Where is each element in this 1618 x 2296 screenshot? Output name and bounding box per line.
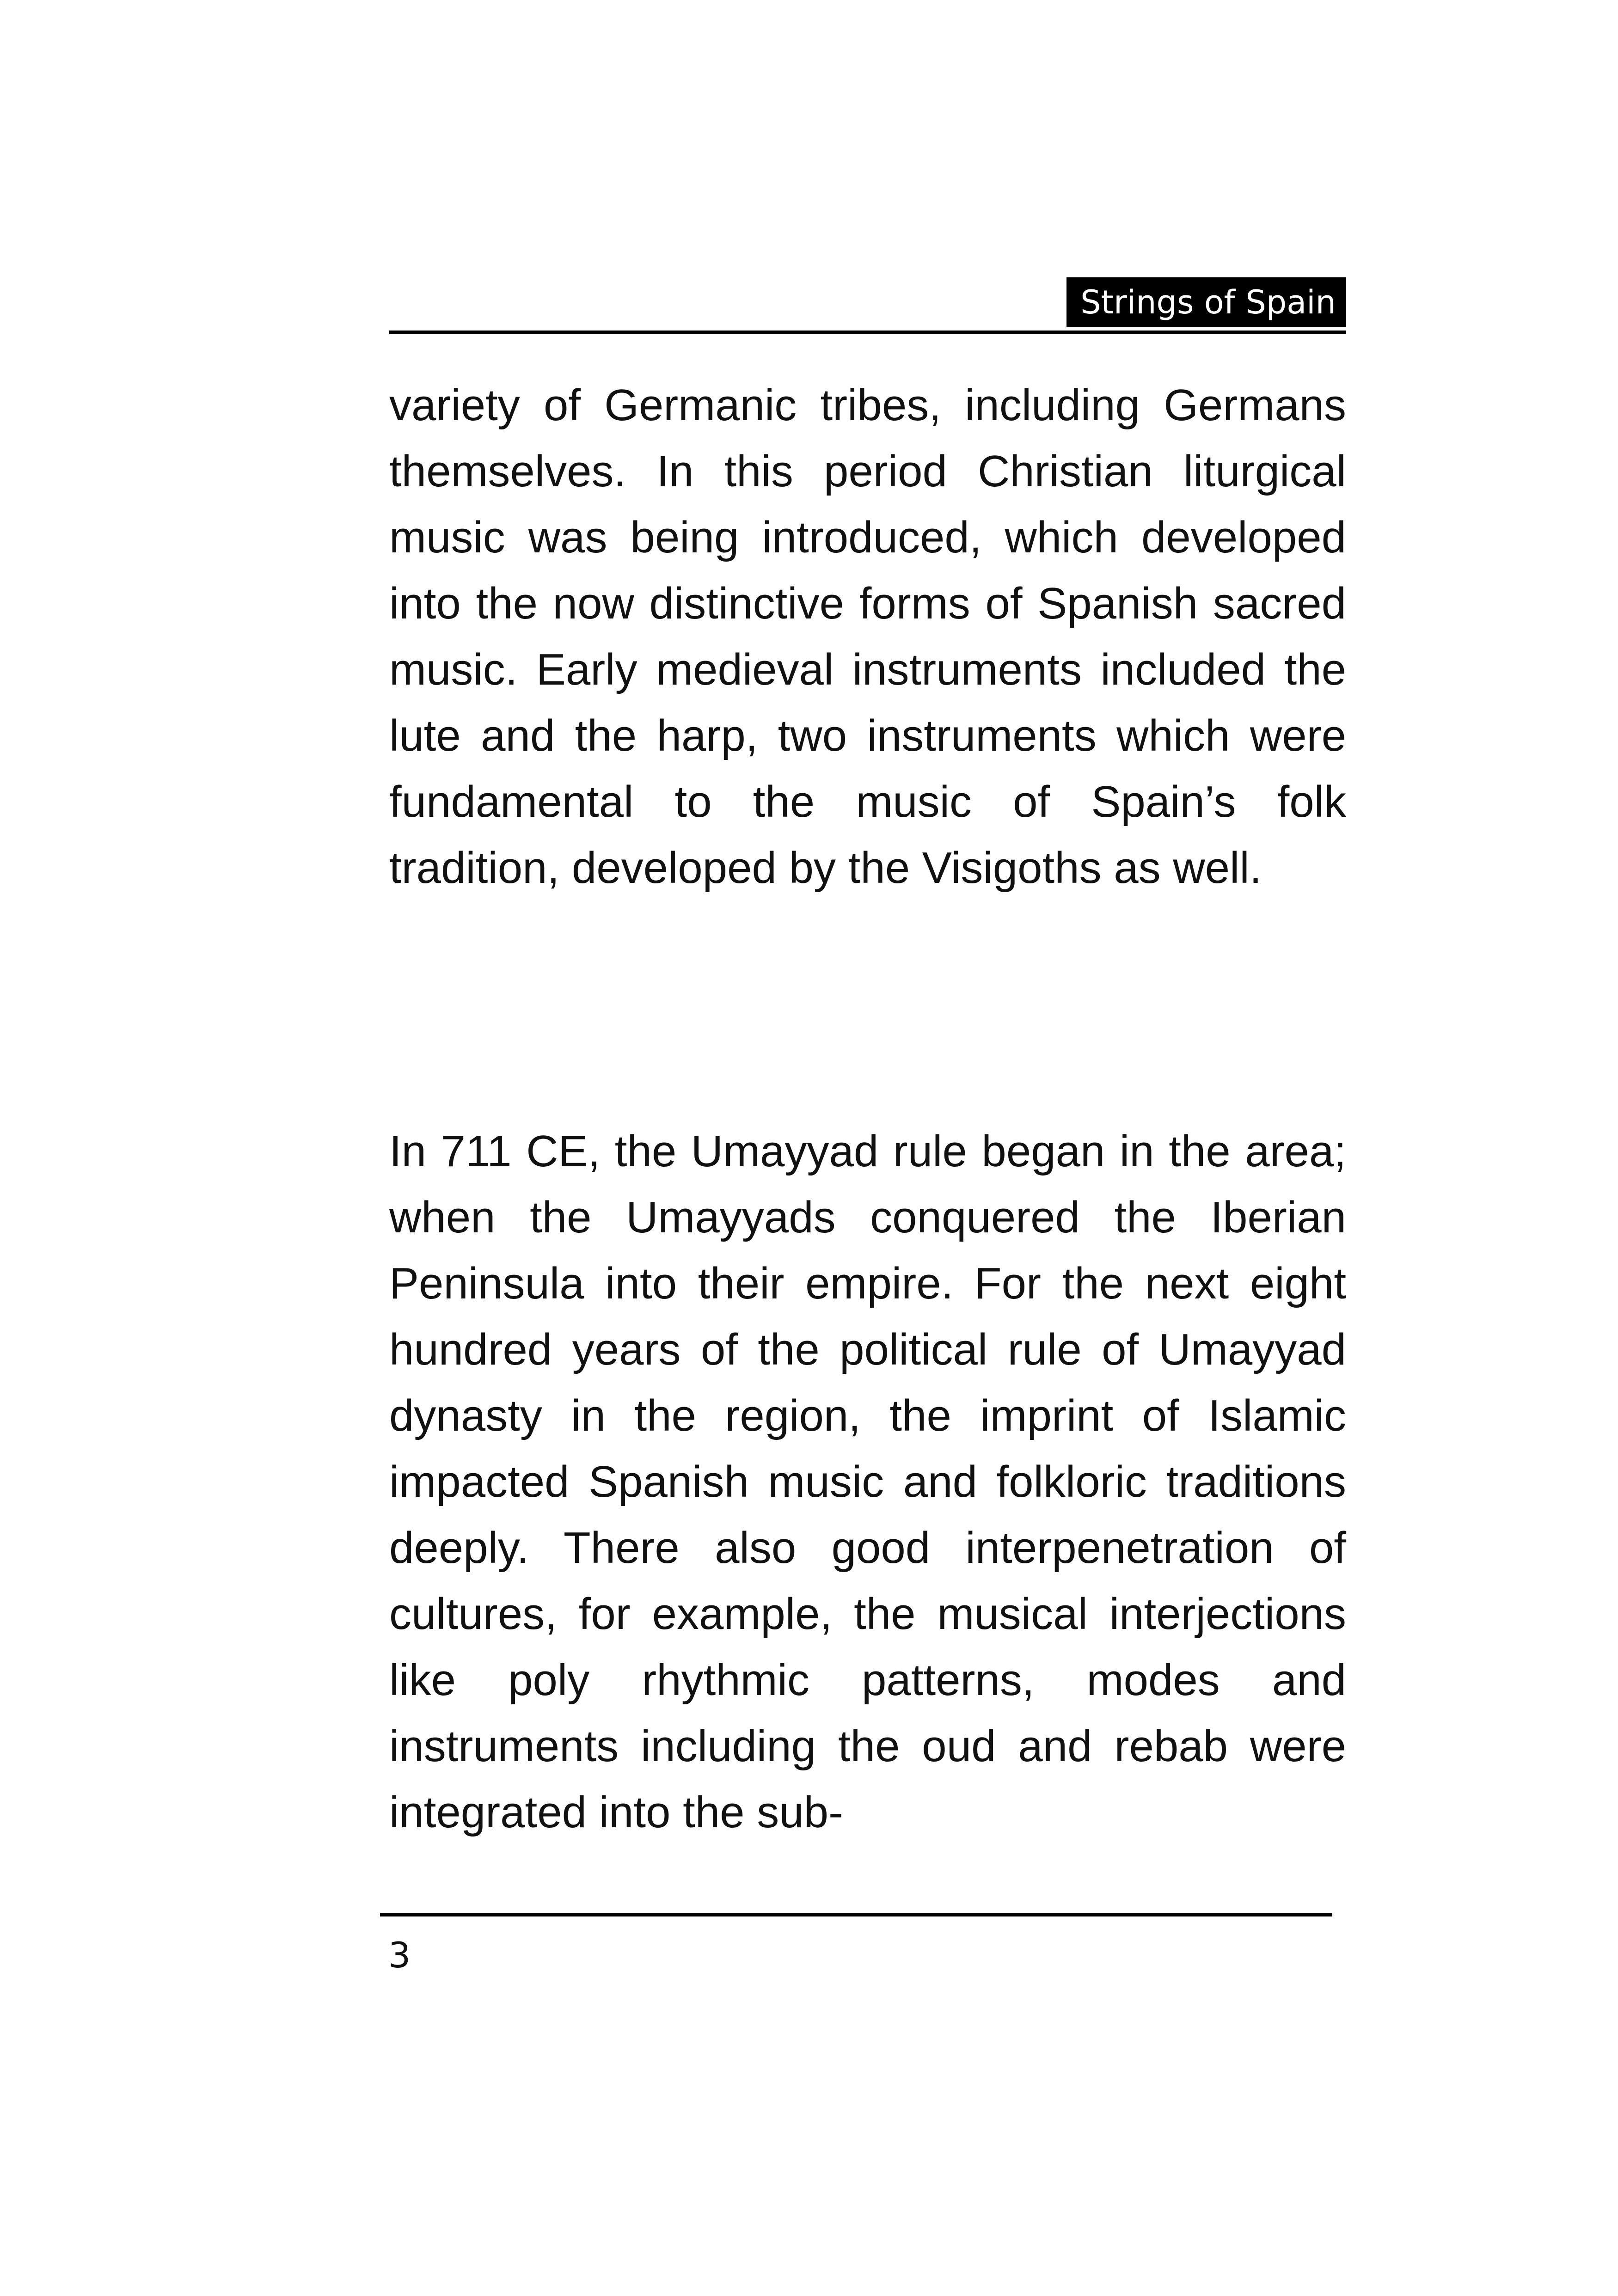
header-rule xyxy=(389,331,1346,334)
running-title: Strings of Spain xyxy=(1066,277,1346,327)
page-number: 3 xyxy=(388,1935,411,1976)
body-paragraph: variety of Germanic tribes, including Germans themselves. In this period Christian liturgical music was being introduced, which developed into the now distinctive forms of Spanish sacred music. Early medieval instruments included the lute and the harp, two instruments which were fundamental to the music of Spain’s folk tradition, developed by the Visigoths as well. xyxy=(389,380,1346,893)
body-paragraph: In 711 CE, the Umayyad rule began in the area; when the Umayyads conquered the Iberian Peninsula into their empire. For the next eight hundred years of the political rule of Umayyad dynasty in the region, the imprint of Islamic impacted Spanish music and folkloric traditions deeply. There also good interpenetration of cultures, for example, the musical interjections like poly rhythmic patterns, modes and instruments including the oud and rebab were integrated into the sub- xyxy=(389,1127,1346,1837)
footer-rule xyxy=(380,1913,1332,1916)
running-header xyxy=(389,277,1346,337)
